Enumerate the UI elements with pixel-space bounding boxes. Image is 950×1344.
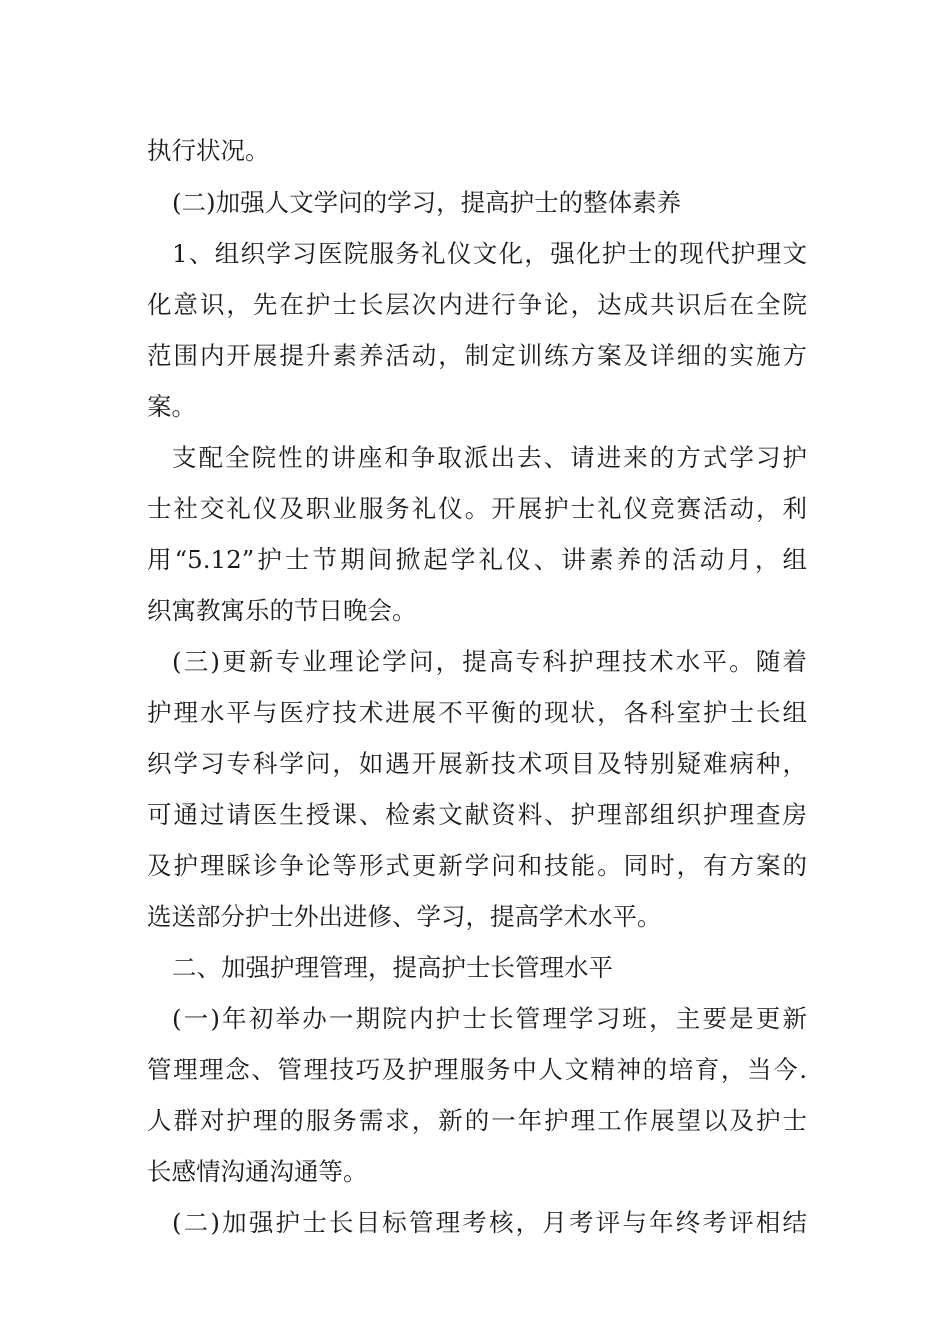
- text-line-5: 范围内开展提升素养活动，制定训练方案及详细的实施方: [147, 341, 807, 370]
- text-line-20: 人群对护理的服务需求，新的一年护理工作展望以及护士: [147, 1106, 807, 1135]
- text-line-1: 执行状况。: [147, 136, 270, 165]
- text-line-19: 管理理念、管理技巧及护理服务中人文精神的培育，当今.: [147, 1055, 807, 1084]
- section-heading-nursing-management: 二、加强护理管理，提高护士长管理水平: [172, 953, 613, 982]
- text-line-13: 织学习专科学问，如遇开展新技术项目及特别疑难病种，: [147, 749, 807, 778]
- text-line-18: (一)年初举办一期院内护士长管理学习班，主要是更新: [172, 1004, 807, 1033]
- text-line-4: 化意识，先在护士长层次内进行争论，达成共识后在全院: [147, 290, 807, 319]
- text-line-21: 长感情沟通沟通等。: [147, 1157, 368, 1186]
- text-line-22: (二)加强护士长目标管理考核，月考评与年终考评相结: [172, 1208, 807, 1237]
- text-line-6: 案。: [147, 392, 196, 421]
- text-line-3: 1、组织学习医院服务礼仪文化，强化护士的现代护理文: [172, 239, 807, 268]
- text-line-10: 织寓教寓乐的节日晚会。: [147, 596, 417, 625]
- text-line-12: 护理水平与医疗技术进展不平衡的现状，各科室护士长组: [147, 698, 807, 727]
- text-line-15: 及护理睬诊争论等形式更新学问和技能。同时，有方案的: [147, 851, 807, 880]
- text-line-14: 可通过请医生授课、检索文献资料、护理部组织护理查房: [147, 800, 807, 829]
- text-line-9: 用“5.12”护士节期间掀起学礼仪、讲素养的活动月，组: [147, 545, 807, 574]
- text-line-16: 选送部分护士外出进修、学习，提高学术水平。: [147, 902, 662, 931]
- section-heading-professional-theory: (三)更新专业理论学问，提高专科护理技术水平。随着: [172, 647, 807, 676]
- section-heading-humanities: (二)加强人文学问的学习，提高护士的整体素养: [172, 188, 682, 217]
- text-line-7: 支配全院性的讲座和争取派出去、请进来的方式学习护: [172, 443, 807, 472]
- text-line-8: 士社交礼仪及职业服务礼仪。开展护士礼仪竞赛活动，利: [147, 494, 807, 523]
